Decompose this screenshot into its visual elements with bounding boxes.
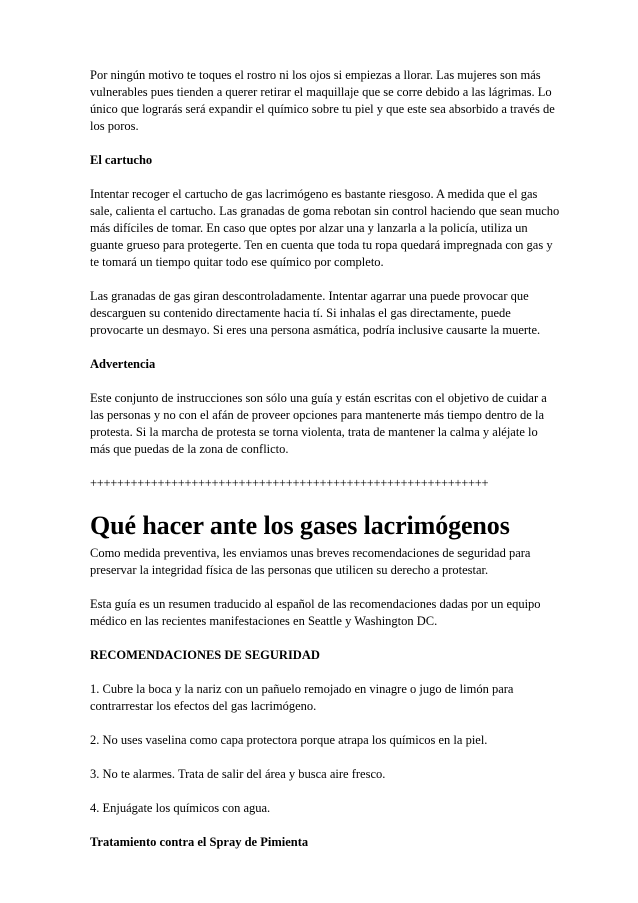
recomendaciones-heading: RECOMENDACIONES DE SEGURIDAD	[90, 648, 320, 662]
recomendacion-item: 4. Enjuágate los químicos con agua.	[90, 801, 271, 815]
intro-paragraph: Por ningún motivo te toques el rostro ni los ojos si empiezas a llorar. Las mujeres son más vulnerables pues tienden a querer retirar el maquillaje que se corre debido a las lágrimas. Lo único que lograrás será expandir el químico sobre tu piel y que este sea absorbido a través de los poros.	[90, 68, 555, 133]
advertencia-paragraph: Este conjunto de instrucciones son sólo una guía y están escritas con el objetivo de cuidar a las personas y no con el afán de proveer opciones para mantenerte más tiempo dentro de la protesta. Si la marcha de protesta se torna violenta, trata de mantener la calma y aléjate lo más que puedas de la zona de conflicto.	[90, 391, 547, 456]
cartucho-paragraph-2: Las granadas de gas giran descontroladamente. Intentar agarrar una puede provocar que descarguen su contenido directamente hacia tí. Si inhalas el gas directamente, puede provocarte un desmayo. Si eres una persona asmática, podría inclusive causarte la muerte.	[90, 289, 541, 337]
main-intro-paragraph-2: Esta guía es un resumen traducido al español de las recomendaciones dadas por un equipo médico en las recientes manifestaciones en Seattle y Washington DC.	[90, 597, 541, 628]
document-page	[90, 67, 560, 868]
main-title: Qué hacer ante los gases lacrimógenos	[90, 511, 510, 540]
recomendacion-item: 2. No uses vaselina como capa protectora porque atrapa los químicos en la piel.	[90, 733, 488, 747]
section-heading-cartucho: El cartucho	[90, 153, 153, 167]
recomendacion-item: 3. No te alarmes. Trata de salir del área y busca aire fresco.	[90, 767, 386, 781]
section-heading-advertencia: Advertencia	[90, 357, 156, 371]
separator-line: +++++++++++++++++++++++++++++++++++++++++++++++++++++++++++	[90, 476, 489, 490]
cartucho-paragraph-1: Intentar recoger el cartucho de gas lacrimógeno es bastante riesgoso. A medida que el gas sale, calienta el cartucho. Las granadas de goma rebotan sin control haciendo que sean mucho más difíciles de tomar. En caso que optes por alzar una y lanzarla a la policía, utiliza un guante grueso para protegerte. Ten en cuenta que toda tu ropa quedará impregnada con gas y te tomará un tiempo quitar todo ese químico por completo.	[90, 187, 560, 269]
tratamiento-heading: Tratamiento contra el Spray de Pimienta	[90, 835, 309, 849]
recomendacion-item: 1. Cubre la boca y la nariz con un pañuelo remojado en vinagre o jugo de limón para contrarrestar los efectos del gas lacrimógeno.	[90, 682, 514, 713]
main-intro-paragraph-1: Como medida preventiva, les enviamos unas breves recomendaciones de seguridad para preservar la integridad física de las personas que utilicen su derecho a protestar.	[90, 546, 531, 577]
